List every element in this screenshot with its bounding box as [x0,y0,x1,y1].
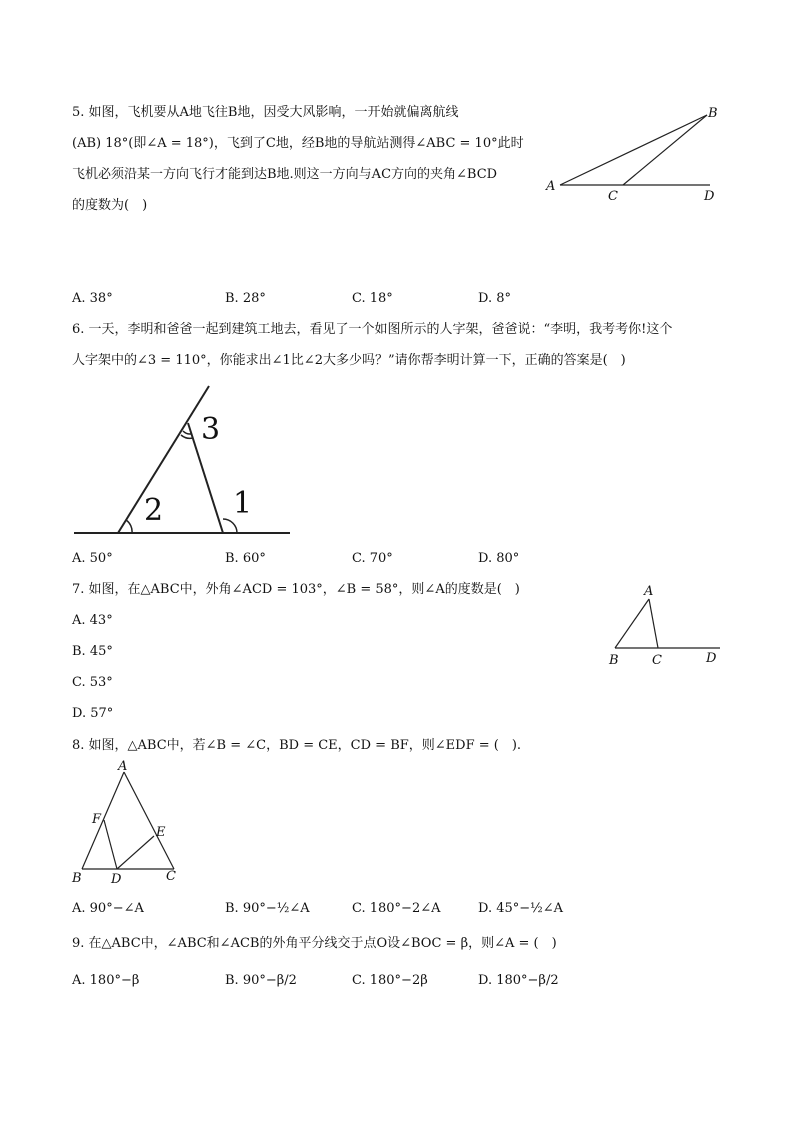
q5-label-c: C [608,189,618,204]
q8-label-e: E [156,825,166,840]
q8-option-a[interactable]: A. 90°−∠A [72,901,144,916]
q7-label-a: A [644,584,654,599]
q6-figure [70,380,300,545]
q7-option-a[interactable]: A. 43° [72,613,113,628]
q7-option-c[interactable]: C. 53° [72,675,113,690]
q6-label-2: 2 [144,493,164,528]
q7-line: 7. 如图，在△ABC中，外角∠ACD = 103°，∠B = 58°，则∠A的度数是( ) [72,582,520,597]
q5-label-a: A [546,179,556,194]
q7-label-b: B [609,653,619,668]
q9-option-c[interactable]: C. 180°−2β [352,973,428,988]
q7-label-c: C [652,653,662,668]
q5-line-2: (AB) 18°(即∠A = 18°)，飞到了C地，经B地的导航站测得∠ABC = 10°此时 [72,136,524,151]
q9-option-b[interactable]: B. 90°−β/2 [225,973,297,988]
q8-option-d[interactable]: D. 45°−½∠A [478,901,564,916]
q5-option-d[interactable]: D. 8° [478,291,511,306]
q6-line-2: 人字架中的∠3 = 110°，你能求出∠1比∠2大多少吗？”请你帮李明计算一下，正确的答案是( ) [72,353,626,368]
q5-option-b[interactable]: B. 28° [225,291,266,306]
q9-line: 9. 在△ABC中，∠ABC和∠ACB的外角平分线交于点O设∠BOC = β，则∠A = ( ) [72,936,557,951]
q8-label-c: C [166,869,176,884]
q6-option-d[interactable]: D. 80° [478,551,520,566]
q8-option-c[interactable]: C. 180°−2∠A [352,901,441,916]
q5-option-a[interactable]: A. 38° [72,291,113,306]
q5-label-b: B [708,106,718,121]
q8-label-b: B [72,871,82,886]
q6-line-1: 6. 一天，李明和爸爸一起到建筑工地去，看见了一个如图所示的人字架，爸爸说：“李明，我考考你!这个 [72,322,673,337]
q6-option-a[interactable]: A. 50° [72,551,113,566]
q5-line-1: 5. 如图，飞机要从A地飞往B地，因受大风影响，一开始就偏离航线 [72,105,459,120]
q8-label-a: A [118,759,128,774]
q5-option-c[interactable]: C. 18° [352,291,393,306]
q6-option-b[interactable]: B. 60° [225,551,266,566]
q7-label-d: D [706,651,717,666]
q6-label-1: 1 [233,486,253,521]
q8-line: 8. 如图，△ABC中，若∠B = ∠C，BD = CE，CD = BF，则∠EDF = ( ). [72,738,522,753]
q5-line-3: 飞机必须沿某一方向飞行才能到达B地.则这一方向与AC方向的夹角∠BCD [72,167,498,182]
q8-figure [66,758,196,888]
q8-label-d: D [111,872,122,887]
q5-figure [540,100,730,210]
q6-option-c[interactable]: C. 70° [352,551,393,566]
q5-label-d: D [704,189,715,204]
q6-label-3: 3 [201,412,221,447]
q9-option-a[interactable]: A. 180°−β [72,973,140,988]
q5-line-4: 的度数为( ) [72,198,148,213]
q8-option-b[interactable]: B. 90°−½∠A [225,901,310,916]
q7-option-b[interactable]: B. 45° [72,644,113,659]
q9-option-d[interactable]: D. 180°−β/2 [478,973,559,988]
q7-figure [600,580,730,670]
q7-option-d[interactable]: D. 57° [72,706,114,721]
q8-label-f: F [92,812,102,827]
